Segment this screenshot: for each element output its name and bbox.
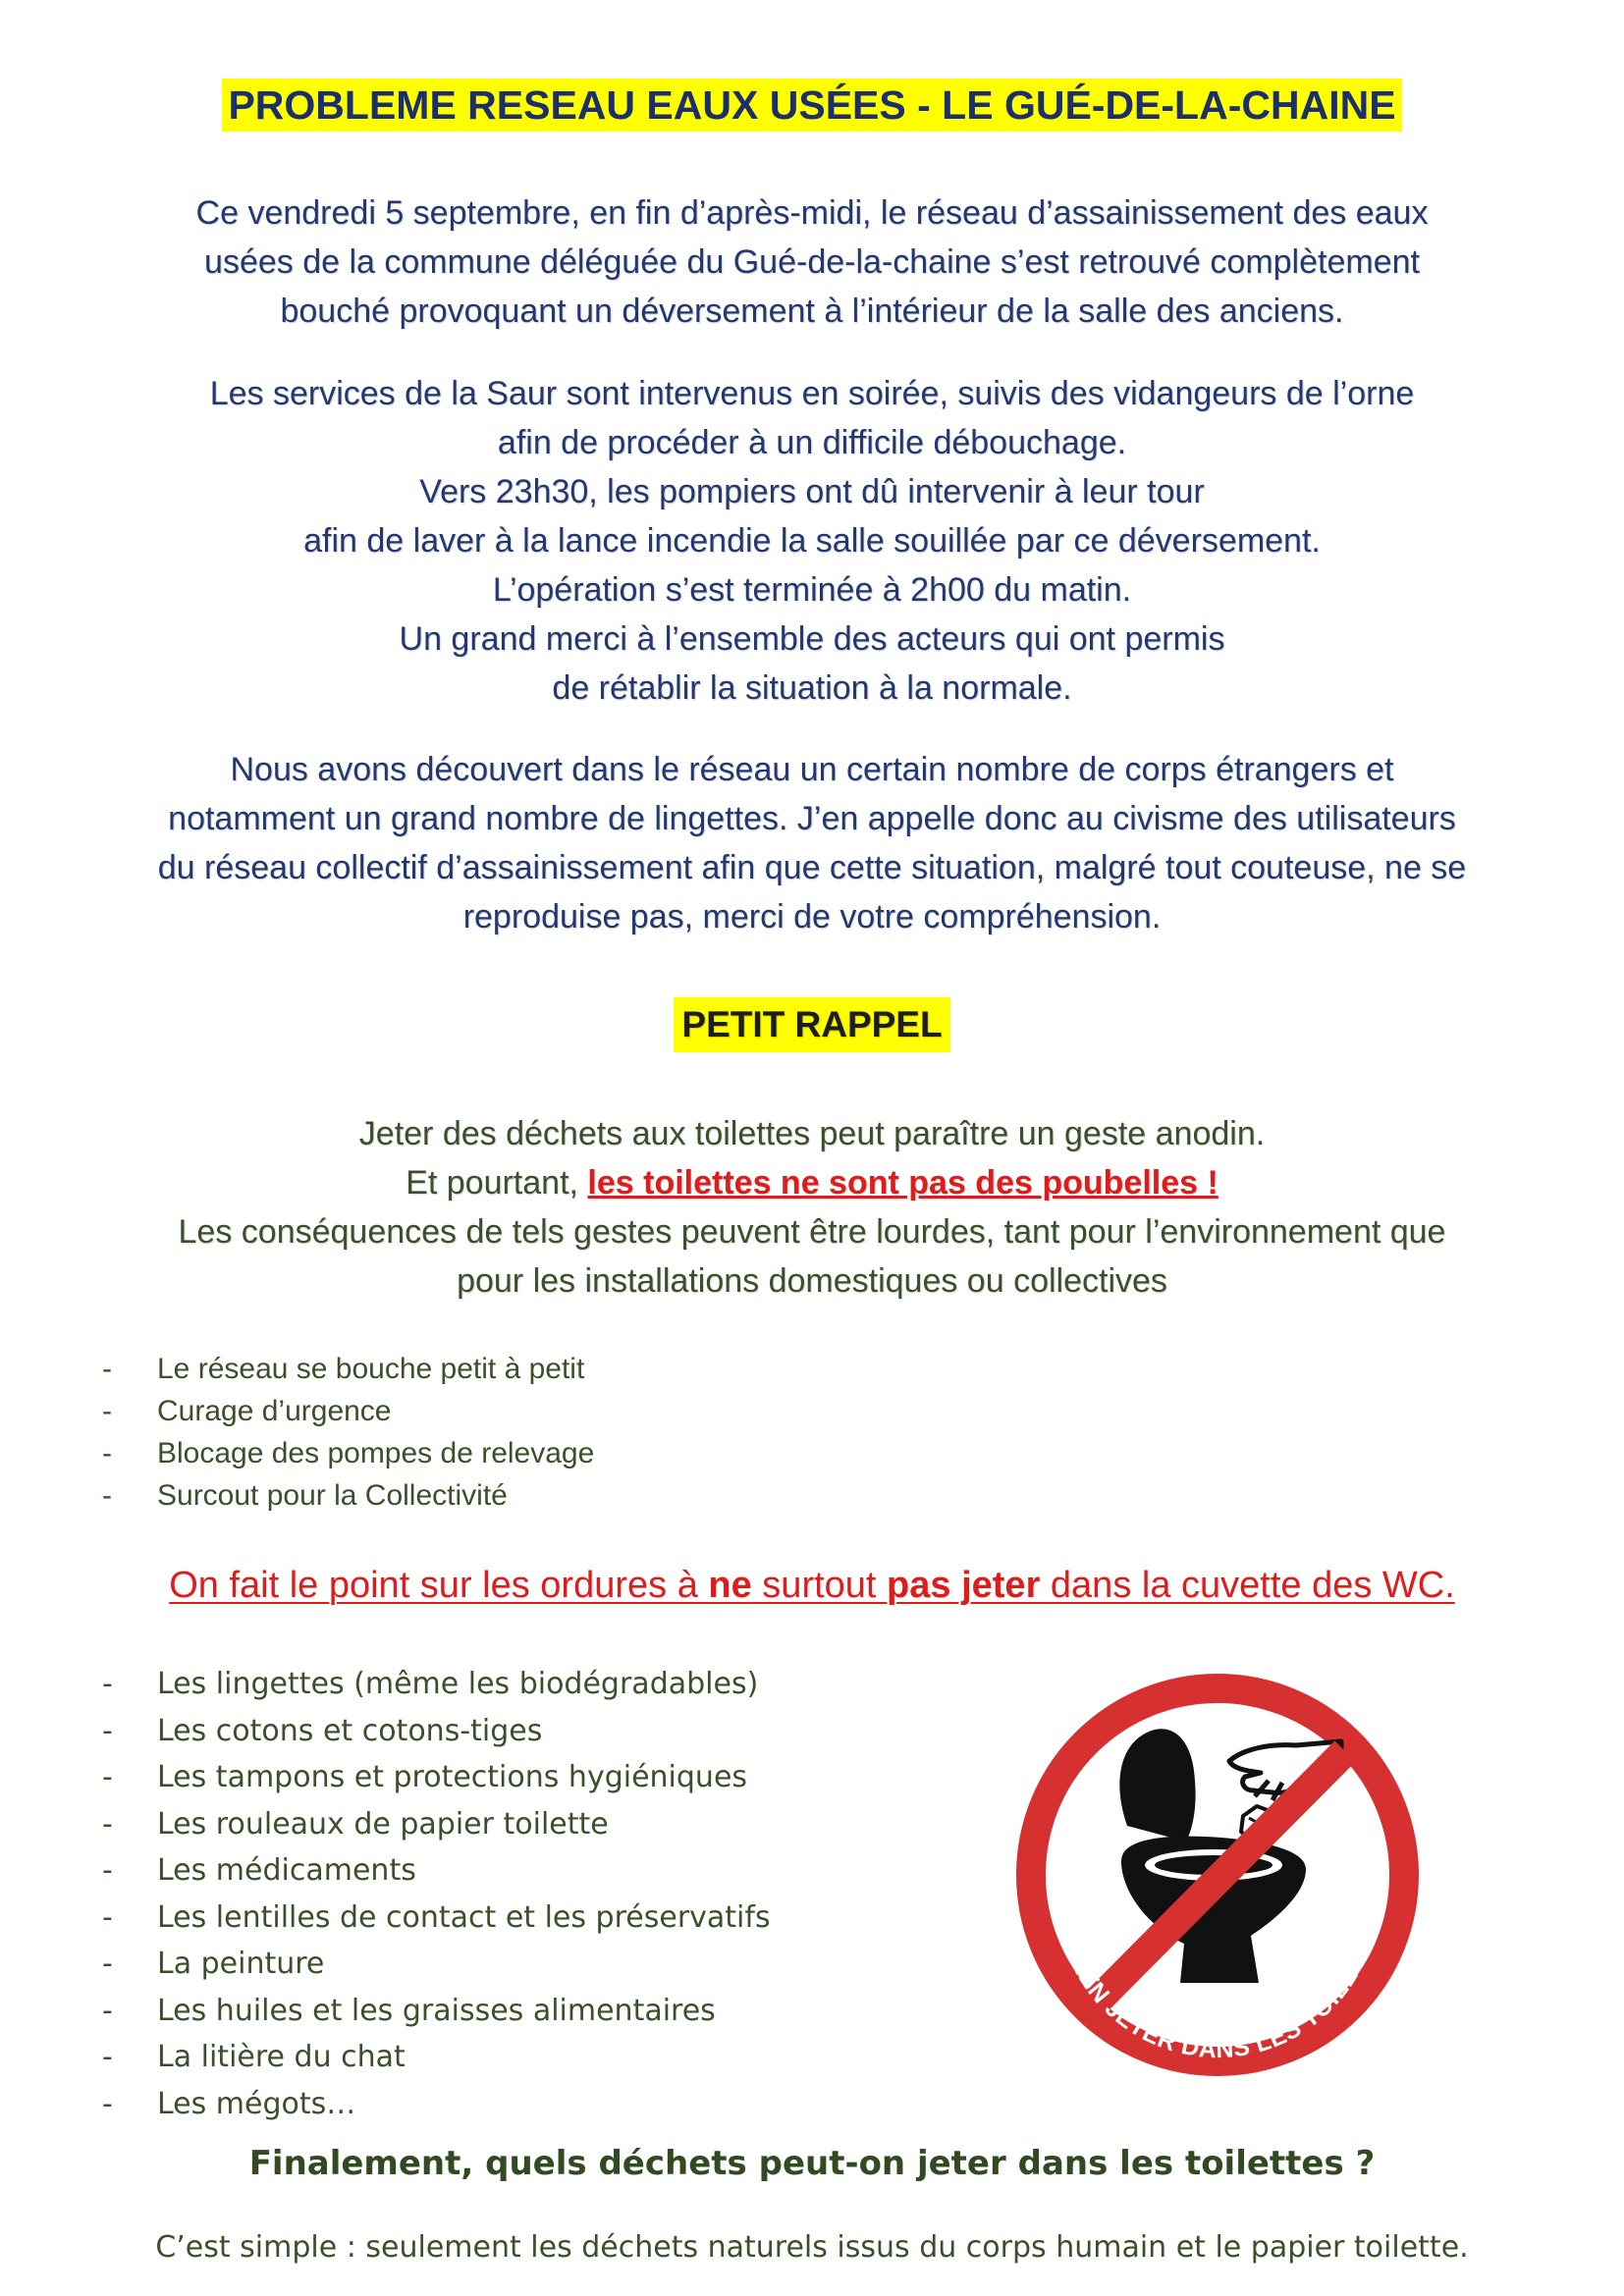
final-answer: C’est simple : seulement les déchets naturels issus du corps humain et le papier toilette. [155,2230,1469,2265]
forbidden-items-list [102,1661,771,2127]
text-line: afin de laver à la lance incendie la salle souillée par ce déversement. [303,522,1321,560]
list-item-text: La litière du chat [157,2040,406,2074]
list-item [102,1661,771,1708]
list-item-text: Le réseau se bouche petit à petit [157,1353,585,1385]
list-item-text: Les rouleaux de papier toilette [157,1806,609,1842]
list-item-text: Les cotons et cotons-tiges [157,1713,543,1748]
dash-bullet: - [102,1713,113,1748]
list-item [102,1754,771,1801]
rappel-heading: PETIT RAPPEL [674,997,949,1052]
list-item-text: Les tampons et protections hygiéniques [157,1760,748,1794]
list-item [102,1348,594,1390]
list-item [102,1801,771,1848]
point-text: On fait le point sur les ordures à [169,1565,709,1606]
list-item-text: Surcout pour la Collectivité [157,1479,508,1512]
dash-bullet: - [102,1993,113,2028]
text-line: de rétablir la situation à la normale. [552,669,1072,707]
list-item [102,1474,594,1517]
text-line: Ce vendredi 5 septembre, en fin d’après-midi, le réseau d’assainissement des eaux [195,194,1429,232]
intro-paragraph-2 [39,369,1585,713]
text-line: Un grand merci à l’ensemble des acteurs qui ont permis [399,620,1225,658]
list-item [102,1432,594,1474]
final-question: Finalement, quels déchets peut-on jeter dans les toilettes ? [248,2144,1376,2183]
point-text: surtout [751,1565,888,1606]
sign-caption-text: NE RIEN JETER DANS LES TOILETTES [1051,1908,1384,2064]
text-line: Les services de la Saur sont intervenus en soirée, suivis des vidangeurs de l’orne [209,375,1415,412]
rappel-paragraph [39,1109,1585,1306]
poubelles-warning: les toilettes ne sont pas des poubelles ! [587,1164,1218,1201]
intro-paragraph-1 [39,188,1585,336]
text-line: notamment un grand nombre de lingettes. J’en appelle donc au civisme des utilisateurs [168,800,1456,837]
list-item [102,1847,771,1895]
text-line: bouché provoquant un déversement à l’intérieur de la salle des anciens. [280,293,1344,330]
dash-bullet: - [102,2040,113,2074]
list-item [102,1708,771,1755]
page-title: PROBLEME RESEAU EAUX USÉES - LE GUÉ-DE-LA-CHAINE [222,79,1401,132]
text-line: pour les installations domestiques ou collectives [457,1262,1167,1300]
point-emphasis: ne [708,1565,752,1606]
list-item-text: Les lingettes (même les biodégradables) [157,1667,759,1701]
list-item [102,1988,771,2035]
list-item [102,1941,771,1988]
dash-bullet: - [102,1899,113,1935]
list-item-text: La peinture [157,1947,325,1981]
dash-bullet: - [102,2086,113,2121]
text-line: du réseau collectif d’assainissement afin que cette situation, malgré tout couteuse, ne se [157,849,1467,886]
text-line-prefix: Et pourtant, [406,1164,588,1201]
text-line: Les conséquences de tels gestes peuvent être lourdes, tant pour l’environnement que [178,1213,1446,1251]
no-trash-in-toilet-sign-icon [1011,1669,1424,2081]
text-line: L’opération s’est terminée à 2h00 du matin. [492,571,1132,609]
dash-bullet: - [102,1806,113,1842]
list-item-text: Les mégots… [157,2086,356,2121]
dash-bullet: - [102,1667,113,1701]
text-line: usées de la commune déléguée du Gué-de-la-chaine s’est retrouvé complètement [204,243,1420,281]
list-item-text: Les huiles et les graisses alimentaires [157,1993,716,2028]
dash-bullet: - [102,1947,113,1981]
list-item-text: Curage d’urgence [157,1395,392,1427]
consequences-list [102,1348,594,1517]
dash-bullet: - [102,1853,113,1888]
rappel-heading-block [0,997,1624,1052]
list-item [102,1895,771,1942]
text-line: Vers 23h30, les pompiers ont dû intervenir à leur tour [419,473,1205,510]
list-item-text: Les médicaments [157,1853,416,1888]
dash-bullet: - [102,1395,112,1427]
point-emphasis: pas jeter [887,1565,1041,1606]
list-item-text: Les lentilles de contact et les préservatifs [157,1899,771,1935]
intro-paragraph-3 [39,745,1585,941]
point-heading-block [0,1563,1624,1608]
text-line: Jeter des déchets aux toilettes peut paraître un geste anodin. [358,1115,1266,1152]
title-block [0,79,1624,132]
point-text: dans la cuvette des WC. [1040,1565,1455,1606]
list-item [102,2034,771,2081]
text-line: Nous avons découvert dans le réseau un certain nombre de corps étrangers et [230,751,1394,788]
point-heading [169,1565,1455,1606]
text-line: afin de procéder à un difficile débouchage. [497,424,1127,461]
dash-bullet: - [102,1479,112,1512]
text-line [39,1158,1585,1207]
list-item-text: Blocage des pompes de relevage [157,1437,595,1469]
text-line: reproduise pas, merci de votre compréhension. [462,898,1162,935]
dash-bullet: - [102,1353,112,1385]
list-item [102,1390,594,1432]
list-item [102,2081,771,2128]
dash-bullet: - [102,1437,112,1469]
dash-bullet: - [102,1760,113,1794]
